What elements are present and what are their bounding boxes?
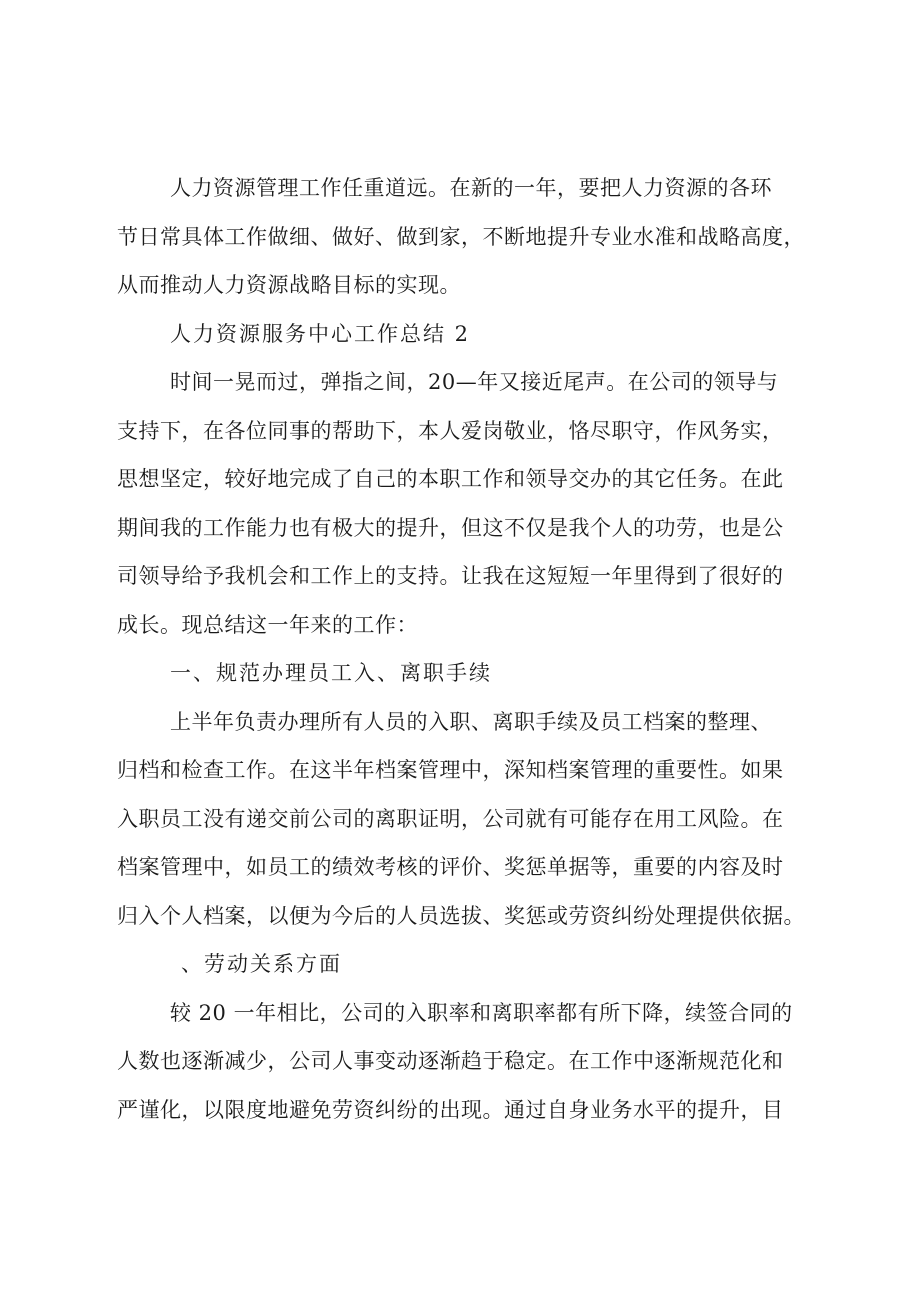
text-line: 严谨化，以限度地避免劳资纠纷的出现。通过自身业务水平的提升，目: [117, 1097, 784, 1122]
text-line: 入职员工没有递交前公司的离职证明，公司就有可能存在用工风险。在: [117, 806, 784, 831]
section-heading: 人力资源服务中心工作总结 2: [170, 321, 471, 346]
text-line: 较 20 一年相比，公司的入职率和离职率都有所下降，续签合同的: [170, 1000, 793, 1025]
text-line: 时间一晃而过，弹指之间，20—年又接近尾声。在公司的领导与: [170, 370, 779, 394]
text-line: 人力资源管理工作任重道远。在新的一年，要把人力资源的各环: [170, 176, 772, 200]
section-heading: 一、规范办理员工入、离职手续: [170, 661, 492, 685]
text-line: 档案管理中，如员工的绩效考核的评价、奖惩单据等，重要的内容及时: [117, 855, 784, 879]
text-line: 从而推动人力资源战略目标的实现。: [117, 273, 461, 297]
text-line: 成长。现总结这一年来的工作：: [117, 612, 418, 637]
text-line: 归档和检查工作。在这半年档案管理中，深知档案管理的重要性。如果: [117, 758, 784, 782]
text-line: 支持下，在各位同事的帮助下，本人爱岗敬业，恪尽职守，作风务实，: [117, 418, 784, 443]
text-line: 司领导给予我机会和工作上的支持。让我在这短短一年里得到了很好的: [117, 564, 784, 588]
text-line: 期间我的工作能力也有极大的提升，但这不仅是我个人的功劳，也是公: [117, 515, 784, 540]
text-line: 节日常具体工作做细、做好、做到家，不断地提升专业水准和战略高度，: [117, 224, 805, 249]
text-line: 人数也逐渐减少，公司人事变动逐渐趋于稳定。在工作中逐渐规范化和: [117, 1049, 784, 1073]
document-body: [117, 164, 829, 1134]
section-heading: 、劳动关系方面: [181, 952, 342, 976]
text-line: 上半年负责办理所有人员的入职、离职手续及员工档案的整理、: [170, 709, 772, 734]
text-line: 归入个人档案，以便为今后的人员选拔、奖惩或劳资纠纷处理提供依据。: [117, 903, 805, 928]
text-line: 思想坚定，较好地完成了自己的本职工作和领导交办的其它任务。在此: [117, 467, 784, 491]
